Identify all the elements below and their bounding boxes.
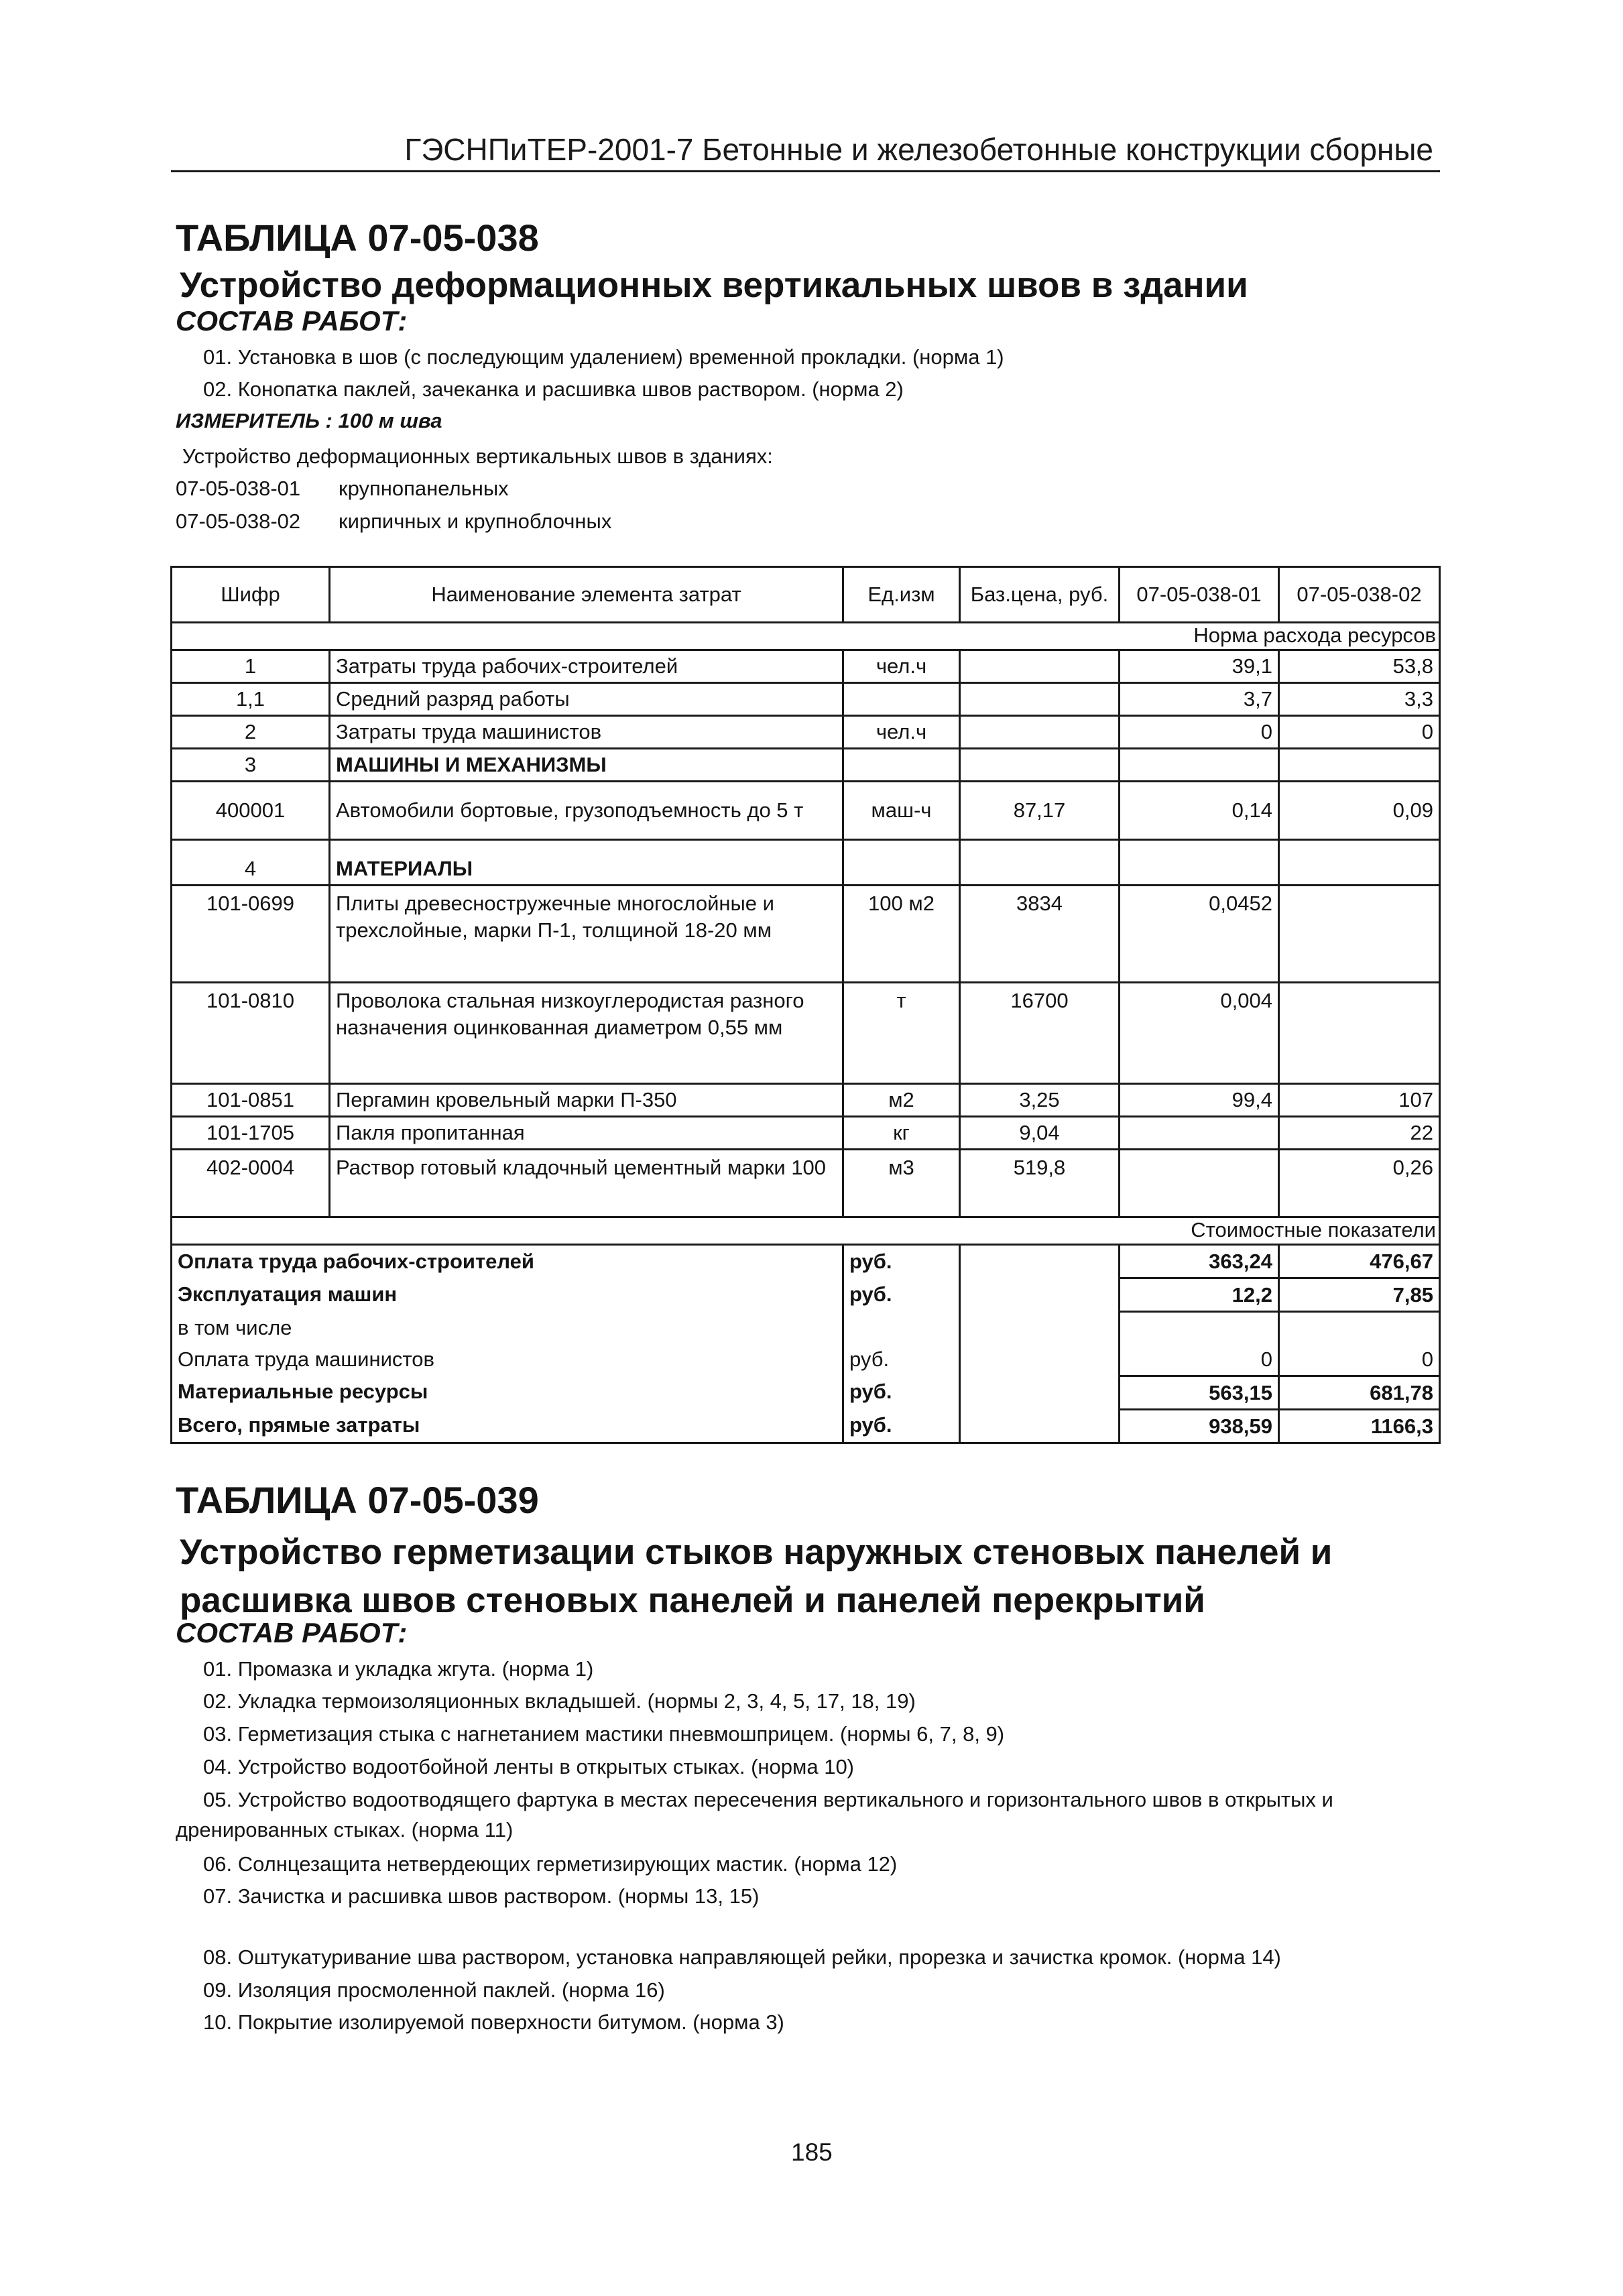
row-name: Раствор готовый кладочный цементный марки 100 (330, 1150, 843, 1217)
row-name: Пергамин кровельный марки П-350 (330, 1084, 843, 1117)
row-value-2: 107 (1279, 1084, 1440, 1117)
row-unit (843, 683, 960, 716)
summary-name: Всего, прямые затраты (172, 1409, 843, 1443)
row-code: 4 (172, 840, 330, 886)
table1-composition-label: СОСТАВ РАБОТ: (176, 305, 408, 337)
table-row (172, 1084, 1440, 1117)
summary-row (172, 1312, 1440, 1343)
table-row (172, 886, 1440, 983)
table-row (172, 716, 1440, 749)
col-header-price: Баз.цена, руб. (960, 567, 1120, 623)
table-row (172, 983, 1440, 1084)
summary-value-1: 0 (1120, 1343, 1279, 1376)
cost-label: Стоимостные показатели (172, 1217, 1440, 1245)
table2-work-item: 01. Промазка и укладка жгута. (норма 1) (203, 1657, 594, 1681)
row-value-2: 3,3 (1279, 683, 1440, 716)
row-name: Средний разряд работы (330, 683, 843, 716)
table-row (172, 650, 1440, 683)
summary-unit: руб. (843, 1343, 960, 1376)
row-name: Затраты труда рабочих-строителей (330, 650, 843, 683)
table1-variants-intro: Устройство деформационных вертикальных швов в зданиях: (182, 444, 773, 468)
row-price: 3834 (960, 886, 1120, 983)
row-price (960, 650, 1120, 683)
table1-work-item: 01. Установка в шов (с последующим удалением) временной прокладки. (норма 1) (203, 345, 1004, 369)
summary-row (172, 1343, 1440, 1376)
summary-value-1: 563,15 (1120, 1376, 1279, 1409)
row-price (960, 683, 1120, 716)
row-value-1: 3,7 (1120, 683, 1279, 716)
summary-value-2: 476,67 (1279, 1245, 1440, 1278)
row-unit: чел.ч (843, 650, 960, 683)
summary-value-2: 1166,3 (1279, 1409, 1440, 1443)
row-unit: маш-ч (843, 782, 960, 840)
row-value-1 (1120, 1117, 1279, 1150)
col-header-variant-1: 07-05-038-01 (1120, 567, 1279, 623)
row-code: 101-1705 (172, 1117, 330, 1150)
row-value-1: 99,4 (1120, 1084, 1279, 1117)
table-row (172, 683, 1440, 716)
summary-name: Эксплуатация машин (172, 1278, 843, 1312)
running-header: ГЭСНПиТЕР-2001-7 Бетонные и железобетонные конструкции сборные (404, 132, 1433, 167)
section-row (172, 749, 1440, 782)
row-name: Пакля пропитанная (330, 1117, 843, 1150)
table2-work-item: 08. Оштукатуривание шва раствором, установка направляющей рейки, прорезка и зачистка кромок. (норма 14) (203, 1945, 1281, 1969)
row-value-2: 0,09 (1279, 782, 1440, 840)
row-value-2: 0,26 (1279, 1150, 1440, 1217)
summary-value-1: 938,59 (1120, 1409, 1279, 1443)
row-value-2: 22 (1279, 1117, 1440, 1150)
row-price: 9,04 (960, 1117, 1120, 1150)
row-code: 101-0699 (172, 886, 330, 983)
row-value-2 (1279, 886, 1440, 983)
header-rule (171, 170, 1440, 172)
row-code: 101-0810 (172, 983, 330, 1084)
table1-work-item: 02. Конопатка паклей, зачеканка и расшивка швов раствором. (норма 2) (203, 377, 904, 401)
summary-name: Оплата труда машинистов (172, 1343, 843, 1376)
section-row (172, 840, 1440, 886)
table2-work-item: 10. Покрытие изолируемой поверхности битумом. (норма 3) (203, 2010, 784, 2034)
table2-heading: Устройство герметизации стыков наружных стеновых панелей и расшивка швов стеновых панелей и панелей перекрытий (180, 1532, 1333, 1620)
variant-name: крупнопанельных (339, 477, 509, 500)
col-header-name: Наименование элемента затрат (330, 567, 843, 623)
page-number: 185 (791, 2138, 833, 2166)
variant-code: 07-05-038-02 (176, 509, 301, 533)
row-code: 400001 (172, 782, 330, 840)
summary-value-2: 681,78 (1279, 1376, 1440, 1409)
table2-work-item: 02. Укладка термоизоляционных вкладышей. (нормы 2, 3, 4, 5, 17, 18, 19) (203, 1689, 916, 1713)
summary-unit: руб. (843, 1245, 960, 1278)
row-code: 1,1 (172, 683, 330, 716)
row-value-1: 0 (1120, 716, 1279, 749)
summary-row (172, 1376, 1440, 1409)
summary-unit: руб. (843, 1409, 960, 1443)
variant-name: кирпичных и крупноблочных (339, 509, 612, 533)
summary-value-2: 7,85 (1279, 1278, 1440, 1312)
variant-code: 07-05-038-01 (176, 477, 301, 500)
norm-label: Норма расхода ресурсов (172, 623, 1440, 650)
row-price (960, 716, 1120, 749)
resource-table (170, 566, 1441, 1444)
table2-work-item: 05. Устройство водоотводящего фартука в местах пересечения вертикального и горизонтального швов в открытых и (203, 1788, 1333, 1811)
row-value-1: 0,0452 (1120, 886, 1279, 983)
table2-work-item: 03. Герметизация стыка с нагнетанием мастики пневмошприцем. (нормы 6, 7, 8, 9) (203, 1722, 1005, 1746)
summary-row (172, 1409, 1440, 1443)
row-unit: т (843, 983, 960, 1084)
summary-name: Материальные ресурсы (172, 1376, 843, 1409)
row-value-2: 53,8 (1279, 650, 1440, 683)
row-unit: кг (843, 1117, 960, 1150)
row-price: 519,8 (960, 1150, 1120, 1217)
summary-value-1: 12,2 (1120, 1278, 1279, 1312)
table-header-row (172, 567, 1440, 623)
row-price: 87,17 (960, 782, 1120, 840)
row-value-1: 0,14 (1120, 782, 1279, 840)
table-row (172, 1117, 1440, 1150)
row-price: 3,25 (960, 1084, 1120, 1117)
col-header-code: Шифр (172, 567, 330, 623)
row-value-1: 39,1 (1120, 650, 1279, 683)
row-code: 3 (172, 749, 330, 782)
table-row (172, 1150, 1440, 1217)
row-name: Плиты древесностружечные многослойные и трехслойные, марки П-1, толщиной 18-20 мм (330, 886, 843, 983)
summary-unit: руб. (843, 1278, 960, 1312)
table-row (172, 782, 1440, 840)
row-name: Затраты труда машинистов (330, 716, 843, 749)
row-value-2 (1279, 983, 1440, 1084)
section-title: МАТЕРИАЛЫ (330, 840, 843, 886)
row-unit: м3 (843, 1150, 960, 1217)
row-value-2: 0 (1279, 716, 1440, 749)
row-name: Проволока стальная низкоуглеродистая разного назначения оцинкованная диаметром 0,55 мм (330, 983, 843, 1084)
norm-subheader-row (172, 623, 1440, 650)
row-code: 402-0004 (172, 1150, 330, 1217)
col-header-variant-2: 07-05-038-02 (1279, 567, 1440, 623)
table2-work-item: 06. Солнцезащита нетвердеющих герметизирующих мастик. (норма 12) (203, 1852, 898, 1876)
table2-label: ТАБЛИЦА 07-05-039 (176, 1479, 539, 1521)
row-unit: 100 м2 (843, 886, 960, 983)
col-header-unit: Ед.изм (843, 567, 960, 623)
summary-unit: руб. (843, 1376, 960, 1409)
section-title: МАШИНЫ И МЕХАНИЗМЫ (330, 749, 843, 782)
table2-work-item-continuation: дренированных стыках. (норма 11) (176, 1818, 514, 1841)
table2-work-item: 07. Зачистка и расшивка швов раствором. (нормы 13, 15) (203, 1884, 760, 1908)
summary-name: в том числе (172, 1312, 843, 1343)
row-name: Автомобили бортовые, грузоподъемность до 5 т (330, 782, 843, 840)
table1-label: ТАБЛИЦА 07-05-038 (176, 217, 539, 259)
table1-meter: ИЗМЕРИТЕЛЬ : 100 м шва (176, 409, 442, 432)
row-price: 16700 (960, 983, 1120, 1084)
cost-subheader-row (172, 1217, 1440, 1245)
summary-row (172, 1278, 1440, 1312)
row-code: 2 (172, 716, 330, 749)
summary-value-1: 363,24 (1120, 1245, 1279, 1278)
row-value-1: 0,004 (1120, 983, 1279, 1084)
summary-name: Оплата труда рабочих-строителей (172, 1245, 843, 1278)
row-value-1 (1120, 1150, 1279, 1217)
table2-work-item: 09. Изоляция просмоленной паклей. (норма 16) (203, 1978, 665, 2002)
summary-row (172, 1245, 1440, 1278)
table2-work-item: 04. Устройство водоотбойной ленты в открытых стыках. (норма 10) (203, 1755, 855, 1778)
row-code: 1 (172, 650, 330, 683)
summary-value-2: 0 (1279, 1343, 1440, 1376)
row-code: 101-0851 (172, 1084, 330, 1117)
table1-heading: Устройство деформационных вертикальных швов в здании (180, 265, 1248, 305)
table2-composition-label: СОСТАВ РАБОТ: (176, 1617, 408, 1648)
row-unit: м2 (843, 1084, 960, 1117)
row-unit: чел.ч (843, 716, 960, 749)
